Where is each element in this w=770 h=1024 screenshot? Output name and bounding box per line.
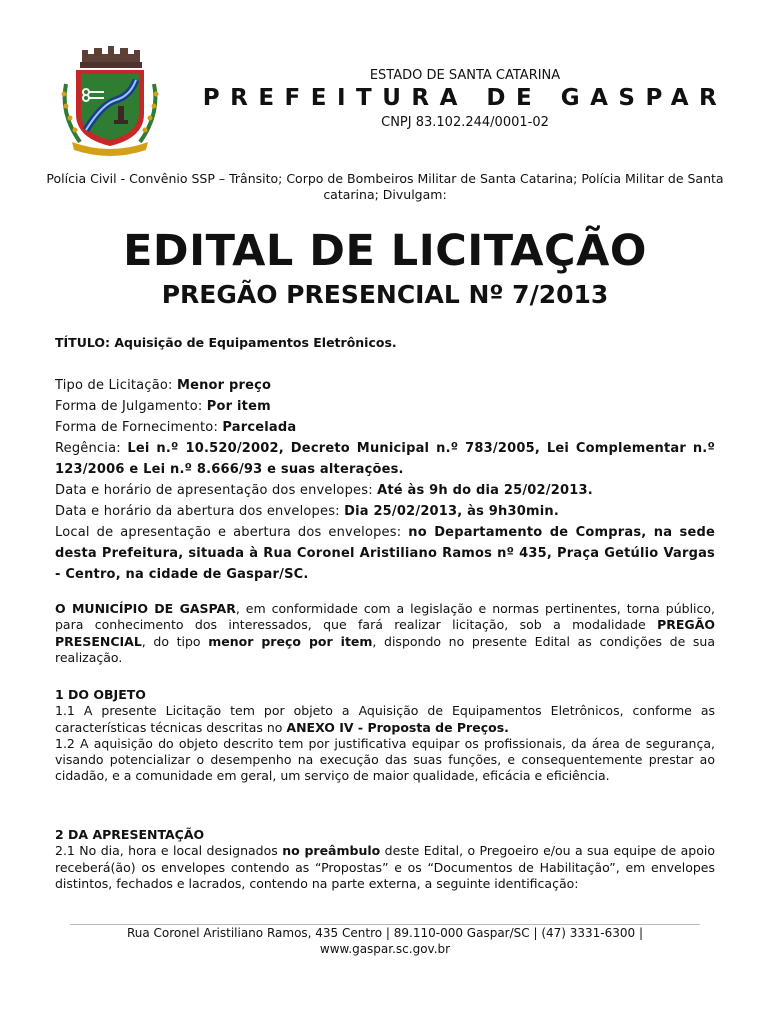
julgamento-line: Forma de Julgamento: Por item (55, 399, 271, 414)
apresentacao-item-2-1: 2.1 No dia, hora e local designados no preâmbulo deste Edital, o Pregoeiro e/ou a sua equipe de apoio receberá(ão) os envelopes contendo as “Propostas” e os “Documentos de Habilitação”, em envelopes distintos, fechados e lacrados, contendo na parte externa, a seguinte identificação: (55, 843, 715, 891)
intro-text: Polícia Civil - Convênio SSP – Trânsito; Corpo de Bombeiros Militar de Santa Catarina; Polícia Militar de Santa catarina; Divulgam: (46, 171, 724, 202)
footer-website: www.gaspar.sc.gov.br (319, 942, 451, 956)
abertura-date-line: Data e horário da abertura dos envelopes: Dia 25/02/2013, às 9h30min. (55, 504, 559, 519)
objeto-section (55, 687, 715, 785)
objeto-item-1-1: 1.1 A presente Licitação tem por objeto a Aquisição de Equipamentos Eletrônicos, conforme as características técnicas descritas no ANEXO IV - Proposta de Preços. (55, 703, 715, 735)
document-title: EDITAL DE LICITAÇÃO (123, 226, 647, 276)
cnpj-text: CNPJ 83.102.244/0001-02 (381, 115, 549, 130)
regencia-line: Regência: Lei n.º 10.520/2002, Decreto Municipal n.º 783/2005, Lei Complementar n.º 123/2006 e Lei n.º 8.666/93 e suas alterações. (55, 441, 715, 477)
apresentacao-heading: 2 DA APRESENTAÇÃO (55, 827, 205, 842)
titulo-line: TÍTULO: Aquisição de Equipamentos Eletrônicos. (55, 335, 397, 350)
apresentacao-date-line: Data e horário de apresentação dos envelopes: Até às 9h do dia 25/02/2013. (55, 483, 593, 498)
objeto-item-1-2: 1.2 A aquisição do objeto descrito tem por justificativa equipar os profissionais, da área de segurança, visando potencializar o desempenho na execução das suas funções, e consequentemente prestar ao cidadão, e a comunidade em geral, um serviço de maior qualidade, eficácia e eficiência. (55, 735, 715, 784)
municipio-paragraph: O MUNICÍPIO DE GASPAR, em conformidade com a legislação e normas pertinentes, torna público, para conhecimento dos interessados, que fará realizar licitação, sob a modalidade PREGÃO PRESENCIAL, do tipo menor preço por item, dispondo no presente Edital as condições de sua realização. (55, 601, 716, 665)
tipo-line: Tipo de Licitação: Menor preço (55, 378, 272, 393)
bid-info-block (55, 375, 715, 585)
fornecimento-line: Forma de Fornecimento: Parcelada (55, 420, 297, 435)
local-line: Local de apresentação e abertura dos envelopes: no Departamento de Compras, na sede desta Prefeitura, situada à Rua Coronel Aristiliano Ramos nº 435, Praça Getúlio Vargas - Centro, na cidade de Gaspar/SC. (55, 525, 715, 582)
document-subtitle: PREGÃO PRESENCIAL Nº 7/2013 (161, 280, 609, 309)
prefeitura-heading: PREFEITURA DE GASPAR (202, 85, 728, 111)
footer-address: Rua Coronel Aristiliano Ramos, 435 Centro | 89.110-000 Gaspar/SC | (47) 3331-6300 | (126, 926, 644, 940)
state-heading: ESTADO DE SANTA CATARINA (369, 68, 561, 83)
apresentacao-section (55, 827, 715, 892)
page-footer (0, 925, 770, 957)
objeto-heading: 1 DO OBJETO (55, 687, 146, 702)
